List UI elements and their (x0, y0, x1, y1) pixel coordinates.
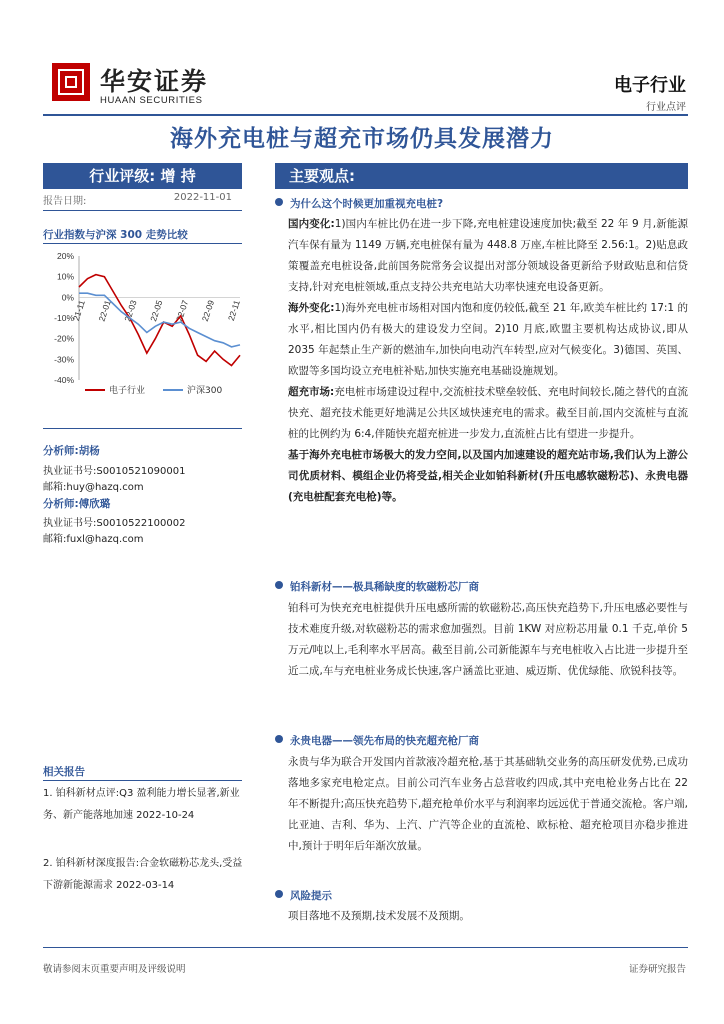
left-divider (43, 210, 242, 211)
x-tick-label: 22-09 (199, 298, 217, 323)
analyst-2-email[interactable]: 邮箱:fuxl@hazq.com (43, 534, 144, 545)
main-points-title: 主要观点: (289, 167, 355, 185)
x-tick-label: 22-07 (174, 298, 191, 323)
main-points-bar (275, 163, 688, 189)
x-tick-label: 22-05 (148, 298, 165, 323)
industry-title: 电子行业 (614, 75, 686, 96)
footer-divider (43, 947, 688, 948)
logo-mark (52, 63, 90, 101)
related-report-item[interactable]: 2. 铂科新材深度报告:合金软磁粉芯龙头,受益下游新能源需求 2022-03-14 (43, 858, 243, 891)
paragraph-overseas: 海外变化:1)海外充电桩市场相对国内饱和度仍较低,截至 21 年,欧美车桩比约 17:1 的水平,相比国内仍有极大的建设发力空间。2)10 月底,欧盟主要机构达成协议,即从 2035 年起禁止生产新的燃油车,加快向电动汽车转型,应对气候变化。3)德国、英国、欧盟等多国均设立充电桩补贴,加快实施充电基础设施规划。 (288, 302, 688, 377)
section-heading-yonggui: 永贵电器——领先布局的快充超充枪厂商 (275, 733, 479, 748)
section-body-risk: 项目落地不及预期,技术发展不及预期。 (288, 910, 470, 922)
report-date-value: 2022-11-01 (173, 192, 232, 203)
legend-label: 电子行业 (109, 386, 146, 396)
paragraph-conclusion: 基于海外充电桩市场极大的发力空间,以及国内加速建设的超充站市场,我们认为上游公司优质材料、模组企业仍将受益,相关企业如铂科新材(升压电感软磁粉芯)、永贵电器(充电桩配套充电枪)等。 (288, 449, 688, 503)
chart-title: 行业指数与沪深 300 走势比较 (43, 229, 188, 241)
x-tick-label: 22-03 (122, 298, 139, 323)
section-body-boke: 铂科可为快充充电桩提供升压电感所需的软磁粉芯,高压快充趋势下,升压电感必要性与技术难度升级,对软磁粉芯的需求愈加强烈。目前 1KW 对应粉芯用量 0.1 千克,单价 5 万元/吨以上,毛利率水平居高。截至目前,公司新能源车与充电桩收入占比进一步提升至近二成,车与充电桩业务成长快速,客户涵盖比亚迪、威迈斯、优优绿能、欣锐科技等。 (288, 602, 688, 677)
bullet-icon (275, 198, 283, 206)
y-tick-label: 0% (61, 292, 74, 303)
x-tick-label: 21-11 (70, 298, 87, 323)
section-heading-boke: 铂科新材——极具稀缺度的软磁粉芯厂商 (275, 579, 479, 594)
paragraph-domestic: 国内变化:1)国内车桩比仍在进一步下降,充电桩建设速度加快;截至 22 年 9 月,新能源汽车保有量为 1149 万辆,充电桩保有量为 448.8 万座,车桩比降至 2.56:1。2)贴息政策覆盖充电桩设备,此前国务院常务会议提出对部分领域设备更新给予财政贴息和信贷支持,针对充电桩领域,重点支持公共充电站大功率快速充电设备更新。 (288, 218, 688, 293)
section-body-yonggui: 永贵与华为联合开发国内首款液冷超充枪,基于其基础轨交业务的高压研发优势,已成功落地多家充电枪定点。目前公司汽车业务占总营收约四成,其中充电枪业务占比在 22 年不断提升;高压快充趋势下,超充枪单价水平与利润率均远远优于普通交流枪。客户端,比亚迪、吉利、华为、上汽、广汽等企业的直流枪、欧标枪、超充枪项目亦稳步推进中,预计于明年后年渐次放量。 (288, 756, 688, 852)
section-heading-risk: 风险提示 (275, 888, 332, 903)
bullet-icon (275, 581, 283, 589)
report-title: 海外充电桩与超充市场仍具发展潜力 (170, 125, 554, 152)
x-tick-label: 22-01 (96, 298, 113, 323)
related-reports-title: 相关报告 (43, 766, 85, 778)
analyst-2-name: 分析师:傅欣璐 (43, 498, 111, 510)
y-tick-label: -30% (54, 354, 74, 365)
x-tick-label: 22-11 (225, 298, 242, 323)
footer-disclaimer[interactable]: 敬请参阅末页重要声明及评级说明 (43, 964, 186, 975)
report-type: 行业点评 (646, 102, 686, 113)
y-tick-label: 10% (56, 271, 74, 282)
footer-label: 证券研究报告 (628, 964, 686, 975)
report-date-label: 报告日期: (43, 196, 87, 207)
report-date-row (43, 192, 242, 208)
related-report-item[interactable]: 1. 铂科新材点评:Q3 盈利能力增长显著,新业务、新产能落地加速 2022-10-24 (43, 788, 240, 821)
y-tick-label: -10% (54, 313, 74, 323)
section-body-why (288, 214, 688, 508)
analyst-1-cert: 执业证书号:S0010521090001 (43, 466, 186, 477)
bullet-icon (275, 890, 283, 898)
analyst-divider (43, 428, 242, 429)
y-tick-label: -40% (54, 375, 74, 385)
industry-rating: 行业评级: 增 持 (43, 163, 242, 189)
header-divider (43, 114, 688, 116)
logo-text-cn: 华安证券 (100, 67, 209, 96)
y-tick-label: 20% (56, 251, 74, 261)
section-heading-why: 为什么这个时候更加重视充电桩? (275, 196, 443, 211)
legend-label: 沪深300 (187, 386, 223, 396)
analyst-1-name: 分析师:胡杨 (43, 445, 100, 457)
analyst-1-email[interactable]: 邮箱:huy@hazq.com (43, 482, 144, 493)
analyst-2-cert: 执业证书号:S0010522100002 (43, 518, 186, 529)
related-divider (43, 780, 242, 781)
logo-text-en: HUAAN SECURITIES (100, 95, 203, 106)
y-tick-label: -20% (54, 333, 74, 344)
paragraph-supercharge: 超充市场:充电桩市场建设过程中,交流桩技术壁垒较低、充电时间较长,随之替代的直流快充、超充技术能更好地满足公共区域快速充电的需求。截至目前,国内交流桩与直流桩的比例约为 6:4,伴随快充超充桩进一步发力,直流桩占比有望进一步提升。 (288, 386, 688, 440)
bullet-icon (275, 735, 283, 743)
index-chart (43, 244, 242, 404)
